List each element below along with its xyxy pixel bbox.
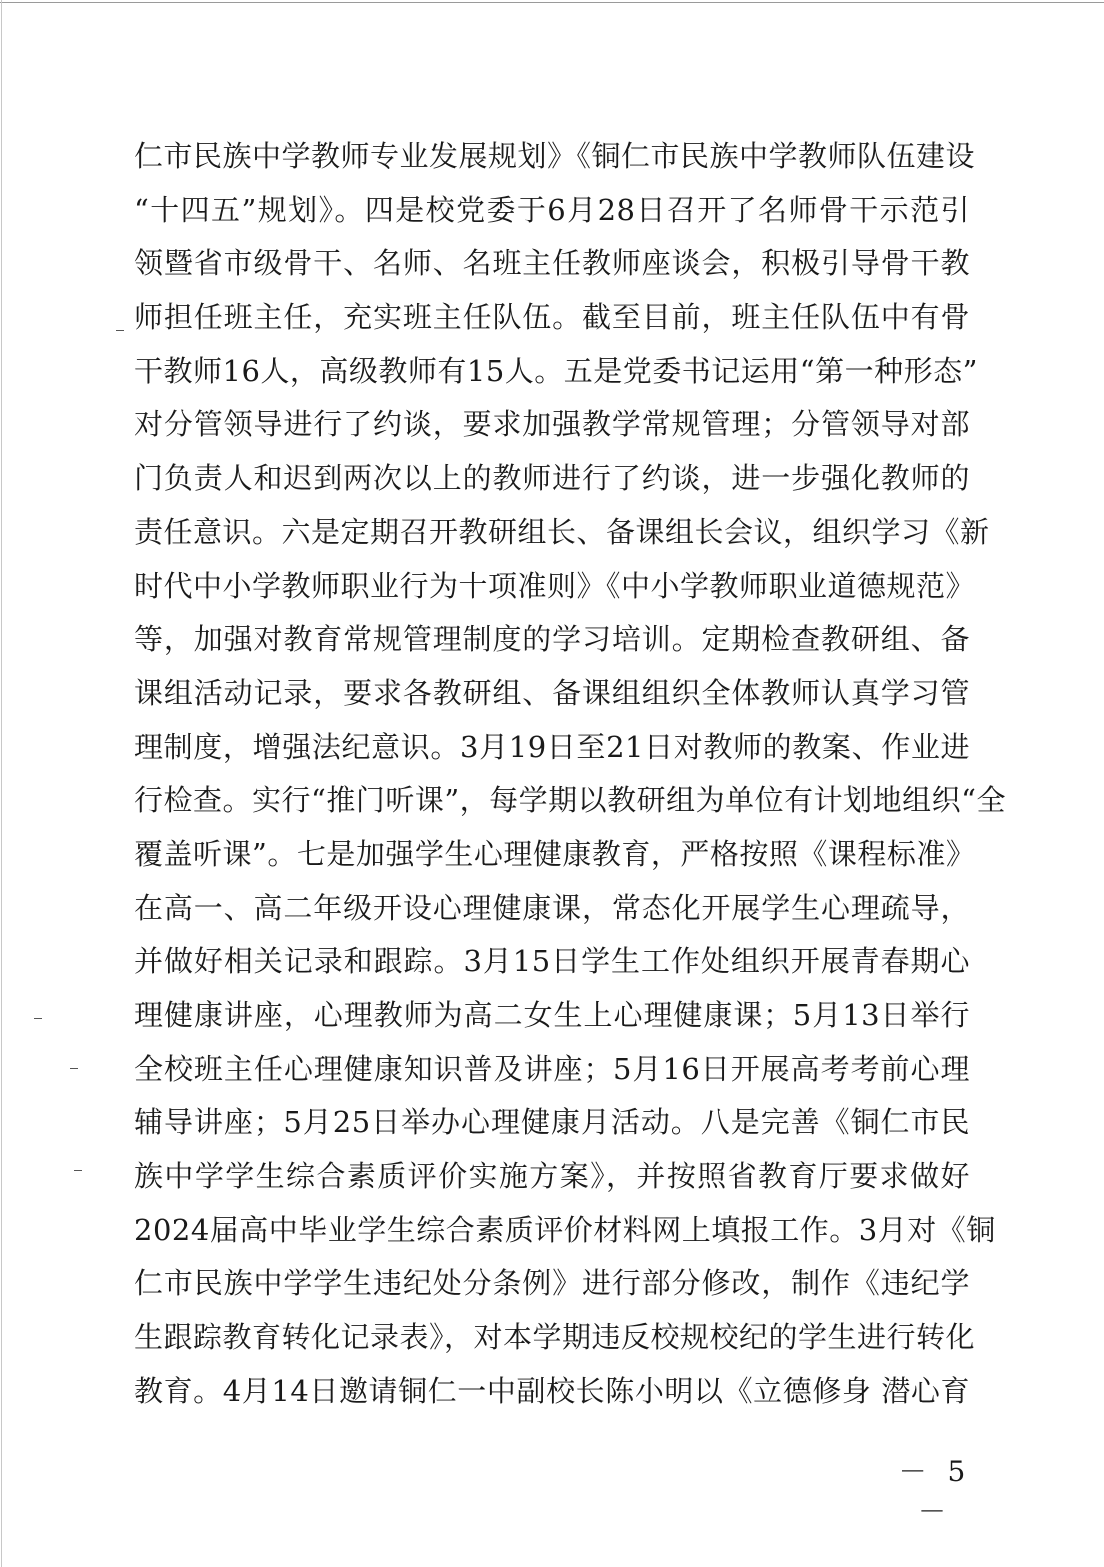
text-line: 全校班主任心理健康知识普及讲座；5月16日开展高考考前心理	[134, 1051, 970, 1086]
text-line: 并做好相关记录和跟踪。3月15日学生工作处组织开展青春期心	[134, 944, 970, 979]
text-line: 干教师16人，高级教师有15人。五是党委书记运用“第一种形态”	[134, 353, 978, 388]
scan-speck	[116, 330, 124, 331]
scan-speck	[34, 1018, 42, 1019]
text-line: 仁市民族中学学生违纪处分条例》进行部分修改，制作《违纪学	[134, 1266, 970, 1301]
text-line: 辅导讲座；5月25日举办心理健康月活动。八是完善《铜仁市民	[134, 1105, 970, 1140]
text-line: 生跟踪教育转化记录表》，对本学期违反校规校纪的学生进行转化	[134, 1320, 976, 1355]
text-line: 理健康讲座，心理教师为高二女生上心理健康课；5月13日举行	[134, 998, 970, 1032]
text-line: 时代中小学教师职业行为十项准则》《中小学教师职业道德规范》	[134, 568, 976, 603]
text-line: 族中学学生综合素质评价实施方案》，并按照省教育厅要求做好	[134, 1159, 970, 1194]
scan-speck	[74, 1170, 82, 1171]
text-line: 师担任班主任，充实班主任队伍。截至目前，班主任队伍中有骨	[134, 300, 970, 335]
document-body	[134, 130, 1006, 1419]
text-line: 在高一、高二年级开设心理健康课，常态化开展学生心理疏导，	[134, 890, 970, 925]
text-line: 对分管领导进行了约谈，要求加强教学常规管理；分管领导对部	[134, 407, 970, 442]
scan-left-border	[1, 0, 2, 1567]
page-number: － 5 －	[898, 1455, 972, 1528]
text-line: 领暨省市级骨干、名师、名班主任教师座谈会，积极引导骨干教	[134, 246, 970, 281]
text-line: 课组活动记录，要求各教研组、备课组组织全体教师认真学习管	[134, 675, 970, 710]
scan-top-border	[0, 2, 1104, 3]
text-line: 门负责人和迟到两次以上的教师进行了约谈，进一步强化教师的	[134, 461, 970, 496]
text-line: 责任意识。六是定期召开教研组长、备课组长会议，组织学习《新	[134, 514, 990, 549]
text-line: “十四五”规划》。四是校党委于6月28日召开了名师骨干示范引	[134, 192, 970, 227]
text-line: 覆盖听课”。七是加强学生心理健康教育，严格按照《课程标准》	[134, 836, 976, 871]
text-line: 理制度，增强法纪意识。3月19日至21日对教师的教案、作业进	[134, 729, 970, 764]
text-line: 行检查。实行“推门听课”，每学期以教研组为单位有计划地组织“全	[134, 783, 1006, 818]
text-line: 仁市民族中学教师专业发展规划》《铜仁市民族中学教师队伍建设	[134, 139, 976, 173]
text-line: 教育。4月14日邀请铜仁一中副校长陈小明以《立德修身 潜心育	[134, 1373, 970, 1408]
text-line: 2024届高中毕业学生综合素质评价材料网上填报工作。3月对《铜	[134, 1212, 996, 1247]
scan-speck	[70, 1068, 78, 1069]
text-line: 等，加强对教育常规管理制度的学习培训。定期检查教研组、备	[134, 622, 970, 657]
